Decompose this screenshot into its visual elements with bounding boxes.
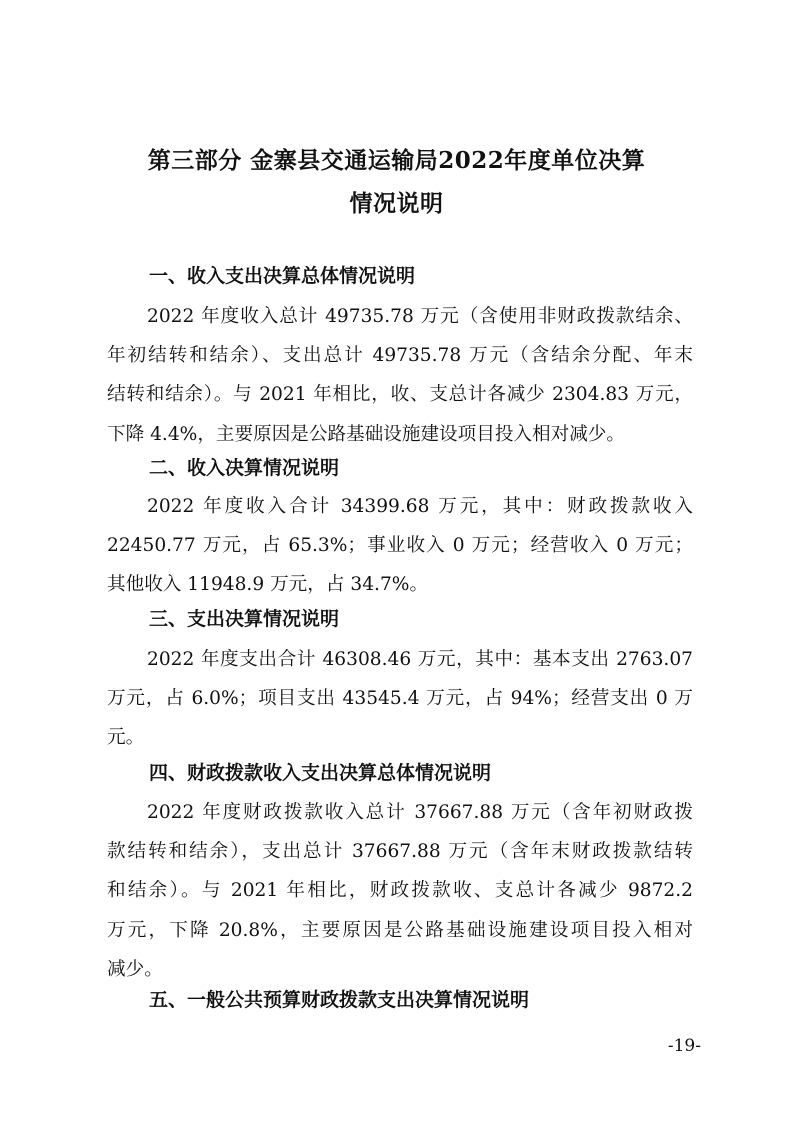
body-line: 2022 年度收入总计 49735.78 万元（含使用非财政拨款结余、 (147, 306, 693, 327)
page-number: -19- (667, 1036, 701, 1056)
section-heading-2: 二、收入决算情况说明 (149, 457, 340, 479)
body-line: 和结余）。与 2021 年相比，财政拨款收、支总计各减少 9872.2 (107, 880, 693, 902)
page-title-line-2: 情况说明 (349, 190, 444, 217)
body-line: 元。 (107, 727, 145, 749)
body-line: 2022 年度财政拨款收入总计 37667.88 万元（含年初财政拨 (147, 802, 693, 823)
section-body-3 (107, 640, 693, 758)
page-title-line-1: 第三部分 金寨县交通运输局2022年度单位决算 (147, 147, 646, 174)
body-line: 2022 年度支出合计 46308.46 万元，其中：基本支出 2763.07 (147, 649, 693, 670)
section-body-4 (107, 793, 693, 989)
section-heading-3: 三、支出决算情况说明 (149, 608, 340, 630)
section-body-2 (107, 487, 693, 605)
body-line: 22450.77 万元，占 65.3%；事业收入 0 万元；经营收入 0 万元； (107, 535, 693, 557)
body-line: 万元，占 6.0%；项目支出 43545.4 万元，占 94%；经营支出 0 万 (107, 688, 693, 710)
body-line: 万元，下降 20.8%，主要原因是公路基础设施建设项目投入相对 (107, 919, 693, 941)
section-heading-5: 五、一般公共预算财政拨款支出决算情况说明 (149, 989, 530, 1011)
body-line: 其他收入 11948.9 万元，占 34.7%。 (107, 574, 429, 596)
body-line: 结转和结余）。与 2021 年相比，收、支总计各减少 2304.83 万元， (107, 384, 693, 406)
body-line: 减少。 (107, 958, 163, 980)
body-line: 2022 年度收入合计 34399.68 万元，其中：财政拨款收入 (147, 496, 693, 517)
section-heading-1: 一、收入支出决算总体情况说明 (149, 265, 416, 287)
section-heading-4: 四、财政拨款收入支出决算总体情况说明 (149, 762, 492, 784)
section-body-1 (107, 297, 693, 454)
body-line: 下降 4.4%，主要原因是公路基础设施建设项目投入相对减少。 (107, 423, 625, 445)
body-line: 款结转和结余），支出总计 37667.88 万元（含年末财政拨款结转 (107, 841, 693, 863)
body-line: 年初结转和结余）、支出总计 49735.78 万元（含结余分配、年末 (107, 345, 693, 367)
